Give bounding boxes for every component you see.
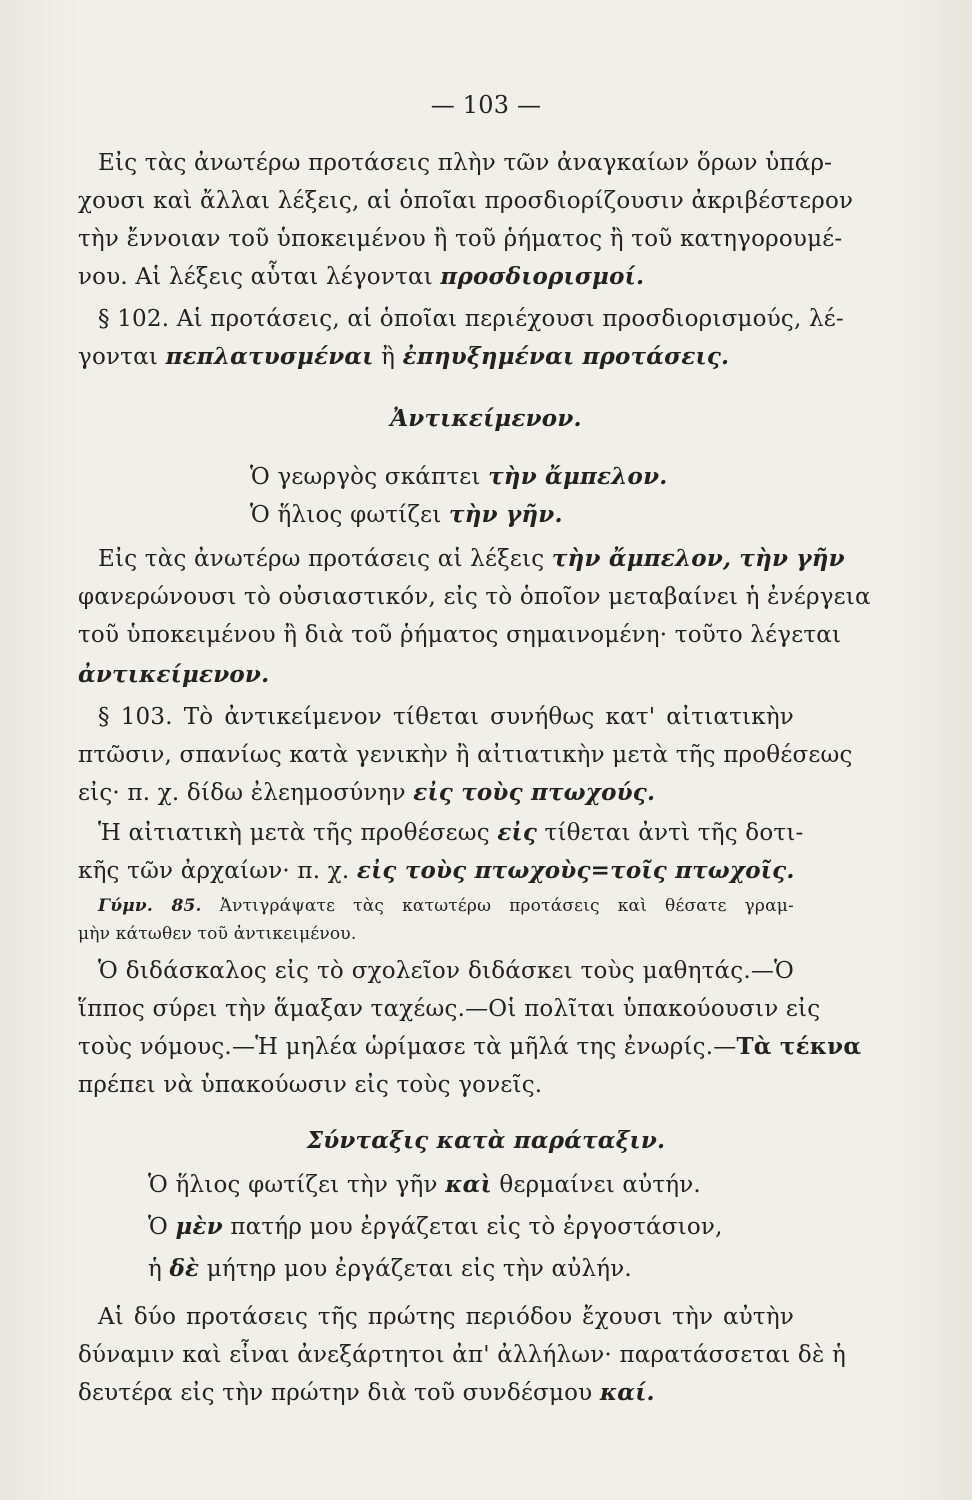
text-line bbox=[98, 544, 845, 574]
example-line bbox=[250, 500, 790, 530]
text-line: τοῦ ὑποκειμένου ἢ διὰ τοῦ ῥήματος σημαινομένη· τοῦτο λέγεται bbox=[78, 622, 842, 648]
bold-term: εἰς bbox=[497, 819, 538, 846]
text-line: ἵππος σύρει τὴν ἅμαξαν ταχέως.—Οἱ πολῖται ὑπακούουσιν εἰς bbox=[78, 996, 821, 1022]
example-line bbox=[250, 462, 790, 492]
text-line: δύναμιν καὶ εἶναι ἀνεξάρτητοι ἀπ' ἀλλήλων· παρατάσσεται δὲ ἡ bbox=[78, 1342, 846, 1368]
exercise-number: Γύμν. 85. bbox=[98, 896, 202, 916]
text-run: δευτέρα εἰς τὴν πρώτην διὰ τοῦ συνδέσμου bbox=[78, 1380, 600, 1406]
text-run: τοὺς νόμους.—Ἡ μηλέα ὡρίμασε τὰ μῆλά της ἐνωρίς.— bbox=[78, 1034, 737, 1060]
text-line bbox=[78, 1378, 794, 1408]
bold-term: καί. bbox=[599, 1379, 655, 1406]
text-line: χουσι καὶ ἄλλαι λέξεις, αἱ ὁποῖαι προσδιορίζουσιν ἀκριβέστερον bbox=[78, 188, 854, 214]
text-run: Ὁ bbox=[148, 1214, 176, 1240]
bold-term: καὶ bbox=[445, 1171, 492, 1198]
text-run: Ὁ γεωργὸς σκάπτει bbox=[250, 464, 489, 490]
text-line bbox=[78, 262, 794, 292]
bold-term: Τὰ τέκνα bbox=[736, 1033, 862, 1060]
text-line: πτῶσιν, σπανίως κατὰ γενικὴν ἢ αἰτιατικὴν μετὰ τῆς προθέσεως bbox=[78, 742, 853, 768]
text-line bbox=[78, 856, 794, 886]
text-run: Ὁ ἥλιος φωτίζει τὴν γῆν bbox=[148, 1172, 446, 1198]
text-line: φανερώνουσι τὸ οὐσιαστικόν, εἰς τὸ ὁποῖον μεταβαίνει ἡ ἐνέργεια bbox=[78, 584, 871, 610]
text-line bbox=[98, 818, 804, 848]
heading-syntaxis: Σύνταξις κατὰ παράταξιν. bbox=[306, 1127, 666, 1154]
exercise-line bbox=[98, 894, 794, 918]
text-line: τὴν ἔννοιαν τοῦ ὑποκειμένου ἢ τοῦ ῥήματος ἢ τοῦ κατηγορουμέ- bbox=[78, 226, 843, 252]
text-run: ἢ bbox=[373, 344, 403, 370]
page-number: — 103 — bbox=[430, 91, 542, 119]
text-run: κῆς τῶν ἀρχαίων· π. χ. bbox=[78, 858, 357, 884]
text-run: νου. Αἱ λέξεις αὗται λέγονται bbox=[78, 264, 441, 290]
text-run: θερμαίνει αὐτήν. bbox=[491, 1172, 701, 1198]
bold-term: ἀντικείμενον. bbox=[78, 661, 270, 688]
bold-term: εἰς τοὺς πτωχοὺς=τοῖς πτωχοῖς. bbox=[356, 857, 795, 884]
section-102: § 102. Αἱ προτάσεις, αἱ ὁποῖαι περιέχουσι προσδιορισμούς, λέ- bbox=[98, 306, 844, 332]
text-line bbox=[78, 778, 794, 808]
text-line: Ὁ διδάσκαλος εἰς τὸ σχολεῖον διδάσκει τοὺς μαθητάς.—Ὁ bbox=[98, 958, 794, 984]
text-run: Ἀντιγράψατε τὰς κατωτέρω προτάσεις καὶ θέσατε γραμ- bbox=[201, 896, 794, 916]
text-line bbox=[78, 1032, 862, 1062]
exercise-line: μὴν κάτωθεν τοῦ ἀντικειμένου. bbox=[78, 924, 357, 944]
bold-term: δὲ bbox=[169, 1255, 200, 1282]
text-run: ἡ bbox=[148, 1256, 170, 1282]
section-103: § 103. Τὸ ἀντικείμενον τίθεται συνήθως κατ' αἰτιατικὴν bbox=[98, 704, 794, 730]
bold-term: ἐπηυξημέναι προτάσεις. bbox=[402, 343, 730, 370]
text-run: πατήρ μου ἐργάζεται εἰς τὸ ἐργοστάσιον, bbox=[222, 1214, 723, 1240]
bold-term: τὴν ἄμπελον. bbox=[488, 463, 668, 490]
bold-term: μὲν bbox=[175, 1213, 223, 1240]
bold-term: τὴν γῆν. bbox=[449, 501, 563, 528]
text-run: τίθεται ἀντὶ τῆς δοτι- bbox=[537, 820, 804, 846]
example-line bbox=[148, 1254, 788, 1284]
text-run: Ἡ αἰτιατικὴ μετὰ τῆς προθέσεως bbox=[98, 820, 498, 846]
bold-term: πεπλατυσμέναι bbox=[165, 343, 374, 370]
text-run: Ὁ ἥλιος φωτίζει bbox=[250, 502, 450, 528]
bold-term: εἰς τοὺς πτωχούς. bbox=[413, 779, 656, 806]
text-line: Αἱ δύο προτάσεις τῆς πρώτης περιόδου ἔχουσι τὴν αὐτὴν bbox=[98, 1304, 794, 1330]
text-run: γονται bbox=[78, 344, 166, 370]
heading-antikeimenon: Ἀντικείμενον. bbox=[390, 405, 582, 432]
text-run: εἰς· π. χ. δίδω ἐλεημοσύνην bbox=[78, 780, 414, 806]
text-line: Εἰς τὰς ἀνωτέρω προτάσεις πλὴν τῶν ἀναγκαίων ὅρων ὑπάρ- bbox=[98, 150, 833, 176]
bold-term: προσδιορισμοί. bbox=[440, 263, 645, 290]
text-run: μήτηρ μου ἐργάζεται εἰς τὴν αὐλήν. bbox=[199, 1256, 632, 1282]
example-line bbox=[148, 1170, 788, 1200]
text-line: πρέπει νὰ ὑπακούωσιν εἰς τοὺς γονεῖς. bbox=[78, 1072, 543, 1098]
text-line bbox=[78, 342, 794, 372]
bold-term: τὴν ἄμπελον, τὴν γῆν bbox=[551, 545, 845, 572]
text-run: Εἰς τὰς ἀνωτέρω προτάσεις αἱ λέξεις bbox=[98, 546, 552, 572]
example-line bbox=[148, 1212, 788, 1242]
